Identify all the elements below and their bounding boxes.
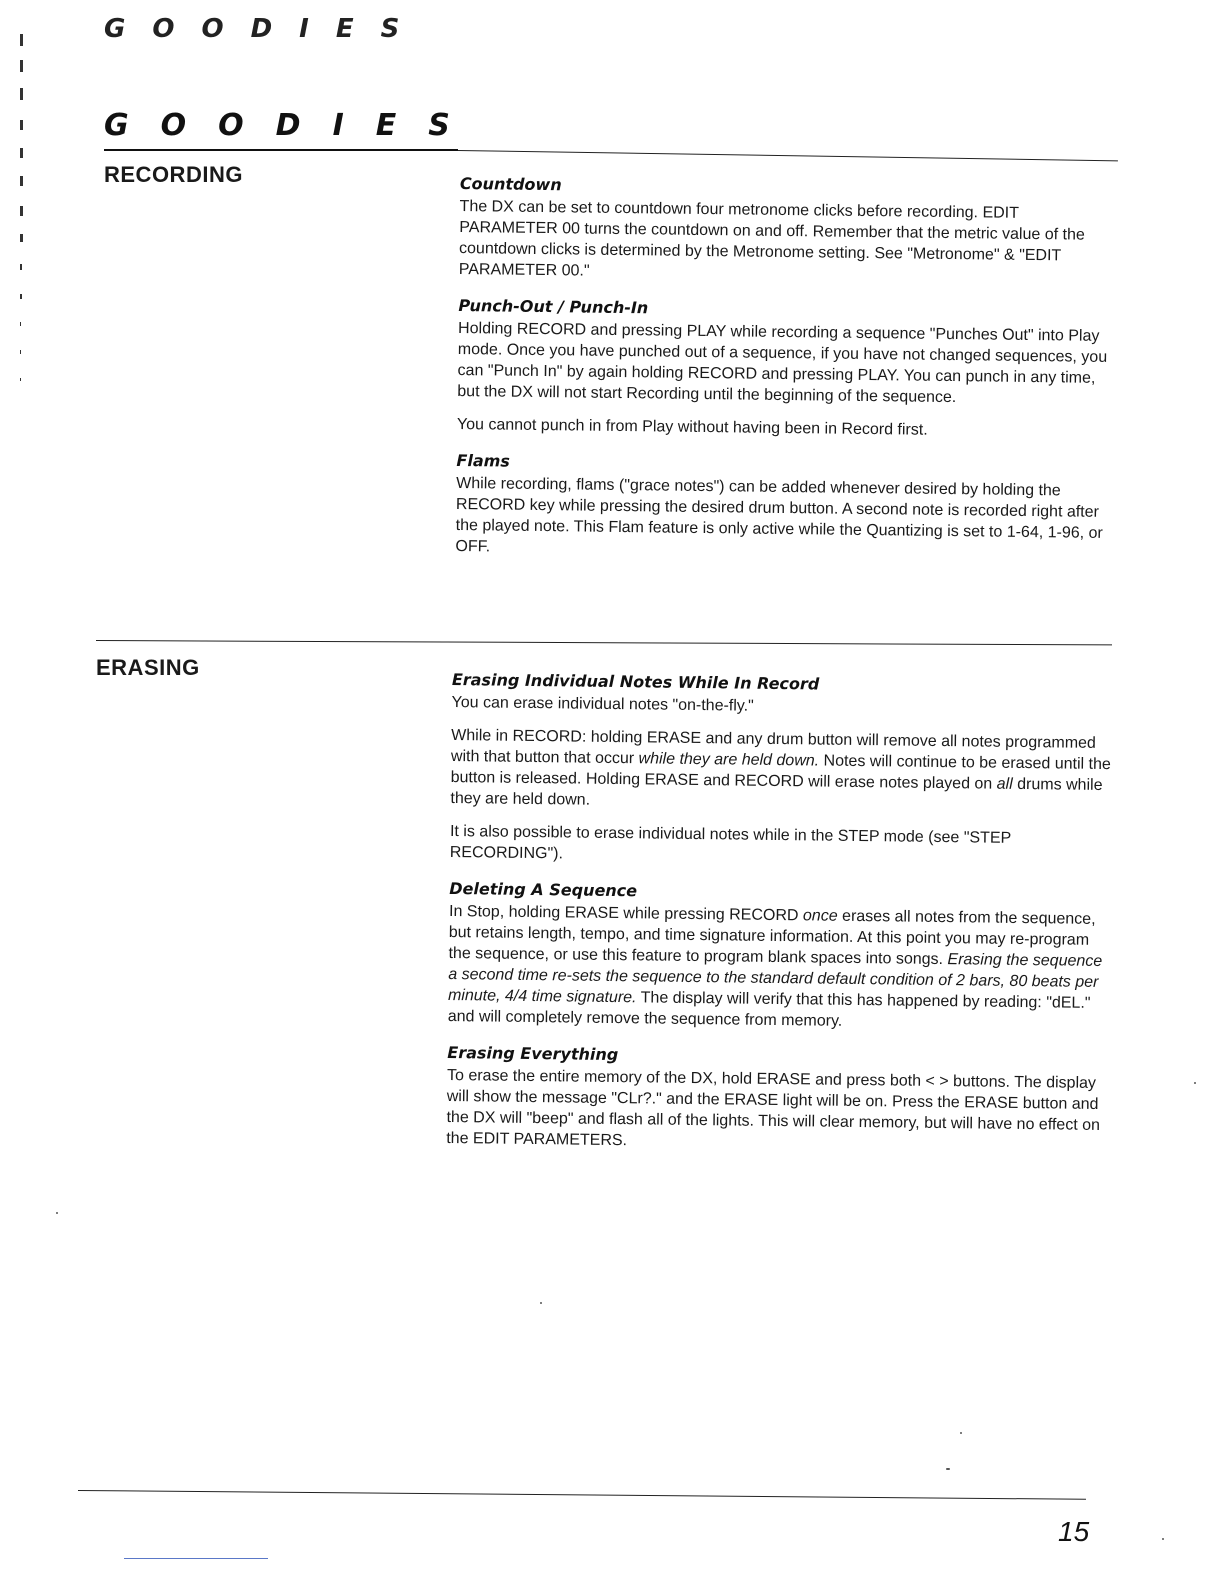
- section-divider: [96, 640, 1112, 645]
- ghost-letter: O: [201, 14, 224, 44]
- speck: [946, 1468, 950, 1470]
- margin-tick: [20, 88, 23, 100]
- text-run: The display will verify that this has happened by reading: "dEL." and will completely remove the sequence from memory.: [447, 989, 1091, 1030]
- individual-block: [450, 670, 1122, 871]
- recording-column: [455, 174, 1130, 581]
- text-run: In Stop, holding ERASE while pressing RECORD: [448, 902, 804, 925]
- individual-title: Erasing Individual Notes While In Record: [451, 670, 820, 694]
- ghost-letter: D: [250, 14, 273, 44]
- individual-intro: You can erase individual notes "on-the-fly.": [451, 693, 754, 715]
- title-letter: E: [375, 108, 397, 143]
- margin-tick: [20, 206, 23, 216]
- deleting-text: [448, 901, 1109, 1035]
- margin-tick: [20, 378, 21, 381]
- footer-rule: [78, 1490, 1086, 1500]
- ghost-letter: O: [152, 14, 175, 44]
- page-number: 15: [1058, 1516, 1090, 1547]
- everything-block: [446, 1043, 1117, 1157]
- everything-title: Erasing Everything: [447, 1042, 619, 1065]
- ghost-header: [104, 14, 426, 44]
- text-run: While in RECORD: holding ERASE and any drum button will remove all notes programmed with that button that occur: [450, 726, 1096, 768]
- flams-block: [455, 451, 1126, 565]
- everything-text: To erase the entire memory of the DX, hold ERASE and press both < > buttons. The display will show the message "CLr?." and the ERASE light will be on. Press the ERASE button and the DX will "beep" and flash all of the lights. This will clear memory, but will have no effect on the EDIT PARAMETERS.: [446, 1066, 1101, 1150]
- margin-tick: [20, 322, 21, 326]
- title-letter: D: [275, 108, 301, 143]
- section-heading-erasing: ERASING: [96, 655, 200, 680]
- title-letter: G: [104, 108, 129, 143]
- deleting-block: [448, 879, 1120, 1035]
- speck: [56, 1212, 58, 1214]
- margin-tick: [20, 34, 23, 46]
- margin-tick: [20, 234, 23, 242]
- margin-tick: [20, 264, 22, 270]
- punch-text: Holding RECORD and pressing PLAY while recording a sequence "Punches Out" into Play mode. Once you have punched out of a sequence, if you have not changed sequences, you can "Punch In" by again holding RECORD and pressing PLAY. You can punch in any time, but the DX will not start Recording until the beginning of the sequence.: [457, 319, 1108, 407]
- title-letter: I: [332, 108, 344, 143]
- margin-tick: [20, 60, 23, 72]
- title-underline: [104, 149, 458, 151]
- title-letter: O: [160, 108, 187, 143]
- speck: [540, 1302, 542, 1304]
- countdown-title: Countdown: [459, 174, 562, 195]
- countdown-text: The DX can be set to countdown four metronome clicks before recording. EDIT PARAMETER 00 turns the countdown on and off. Remember that the metric value of the countdown clicks is determined by the Metronome setting. See "Metronome" & "EDIT PARAMETER 00.": [458, 197, 1085, 280]
- punch-note: You cannot punch in from Play without having been in Record first.: [456, 415, 928, 439]
- text-run-italic: while they are held down.: [638, 750, 820, 770]
- flams-text: While recording, flams ("grace notes") can be added whenever desired by holding the RECORD key while pressing the desired drum button. A second note is recorded right after the played note. This Flam feature is only active while the Quantizing is set to 1-64, 1-96, or OFF.: [455, 474, 1103, 556]
- section-heading-recording: RECORDING: [104, 162, 243, 187]
- punch-title: Punch-Out / Punch-In: [458, 295, 649, 318]
- margin-tick: [20, 350, 21, 354]
- punch-block: [457, 296, 1129, 443]
- header-rule: [458, 150, 1118, 161]
- margin-tick: [20, 176, 23, 186]
- scan-artifact-line: [124, 1558, 268, 1559]
- ghost-letter: G: [104, 14, 126, 44]
- ghost-letter: E: [335, 14, 354, 44]
- individual-detail: [450, 725, 1111, 817]
- text-run: erases all notes from the sequence, but retains length, tempo, and time signature information. At this point you may re-program the sequence, or use this feature to program blank spaces into songs.: [448, 907, 1096, 969]
- text-run-italic: once: [802, 907, 838, 925]
- text-run: Notes will continue to be erased until the button is released. Holding ERASE and RECORD will erase notes played on: [450, 752, 1111, 793]
- ghost-letter: S: [380, 14, 400, 44]
- text-run-italic: all: [996, 775, 1013, 793]
- speck: [1162, 1538, 1164, 1540]
- erasing-column: [446, 670, 1122, 1173]
- title-letter: S: [428, 108, 450, 143]
- individual-step-note: It is also possible to erase individual notes while in the STEP mode (see "STEP RECORDING").: [449, 822, 1012, 863]
- margin-tick: [20, 148, 23, 158]
- margin-tick: [20, 294, 22, 299]
- speck: [960, 1432, 962, 1434]
- speck: [1194, 1082, 1196, 1084]
- countdown-block: [459, 174, 1130, 288]
- title-letter: O: [218, 108, 244, 143]
- page-title: [104, 108, 482, 143]
- text-run-italic: Erasing the sequence a second time re-sets the sequence to the standard default condition of 2 bars, 80 beats per minute, 4/4 time signature.: [447, 951, 1103, 1007]
- ghost-letter: I: [299, 14, 309, 44]
- margin-tick: [20, 120, 23, 130]
- text-run: drums while they are held down.: [450, 775, 1103, 809]
- flams-title: Flams: [456, 450, 511, 471]
- deleting-title: Deleting A Sequence: [449, 878, 638, 901]
